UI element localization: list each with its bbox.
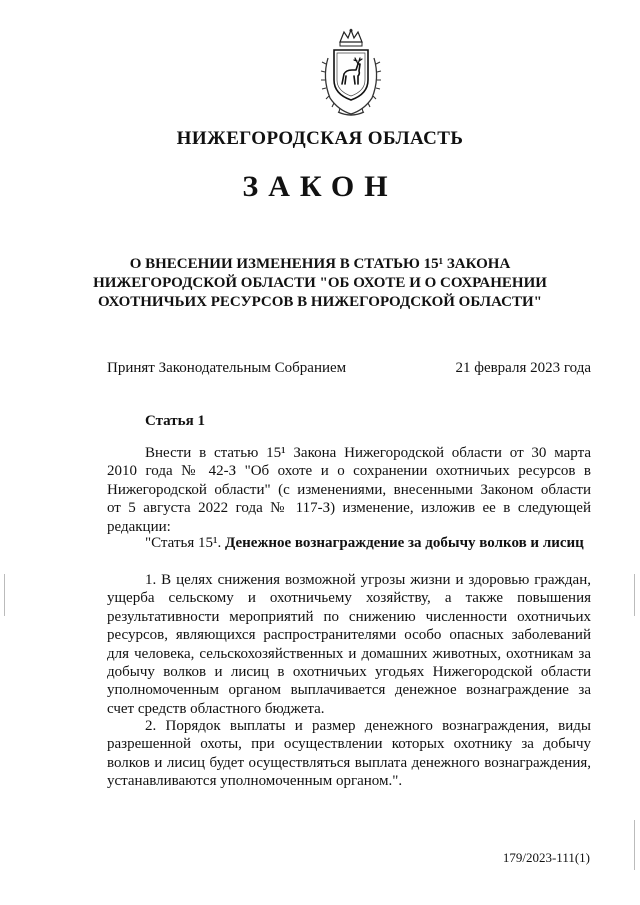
coat-of-arms-icon <box>318 28 384 120</box>
document-type: ЗАКОН <box>242 170 398 203</box>
law-title-line: О ВНЕСЕНИИ ИЗМЕНЕНИЯ В СТАТЬЮ 15¹ ЗАКОНА <box>129 256 511 272</box>
text-line: разрешенной охоты, при осуществлении которых охотнику за добычу <box>107 736 591 753</box>
adoption-date: 21 февраля 2023 года <box>455 360 591 376</box>
article-intro-paragraph <box>107 444 591 536</box>
law-title <box>70 255 570 312</box>
text-line: 1. В целях снижения возможной угрозы жизни и здоровью граждан, <box>145 572 591 588</box>
new-article-prefix: "Статья 15¹. <box>145 535 225 551</box>
document-number: 179/2023-111(1) <box>502 850 590 865</box>
text-line: от 5 августа 2022 года № 117-З) изменение, изложив ее в следующей <box>107 500 591 517</box>
text-line: Внести в статью 15¹ Закона Нижегородской области от 30 марта <box>145 445 591 461</box>
adoption-line <box>107 360 591 377</box>
region-name: НИЖЕГОРОДСКАЯ ОБЛАСТЬ <box>176 128 464 149</box>
adopting-body: Принят Законодательным Собранием <box>107 360 347 376</box>
text-line: волков и лисиц будет осуществляться выплата денежного вознаграждения, <box>107 754 591 771</box>
law-title-line: НИЖЕГОРОДСКОЙ ОБЛАСТИ "ОБ ОХОТЕ И О СОХРАНЕНИИ <box>93 275 547 291</box>
new-article-heading <box>145 535 584 552</box>
scan-edge-mark <box>634 820 635 870</box>
text-line: результативности мероприятий по снижению численности охотничьих <box>107 608 591 625</box>
law-title-line: ОХОТНИЧЬИХ РЕСУРСОВ В НИЖЕГОРОДСКОЙ ОБЛАСТИ" <box>98 294 542 310</box>
point-1-paragraph <box>107 571 591 718</box>
text-line: ущерба сельскому и охотничьему хозяйству, а также повышения <box>107 590 591 607</box>
point-2-paragraph <box>107 717 591 791</box>
text-line: счет средств областного бюджета. <box>107 700 325 717</box>
text-line: 2. Порядок выплаты и размер денежного вознаграждения, виды <box>145 718 591 734</box>
new-article-title: Денежное вознаграждение за добычу волков и лисиц <box>224 535 584 551</box>
text-line: Нижегородской области" (с изменениями, внесенными Законом области <box>107 481 591 498</box>
text-line: устанавливаются уполномоченным органом.". <box>107 773 403 790</box>
text-line: ресурсов, являющихся распространителями особо опасных заболеваний <box>107 627 591 644</box>
text-line: редакции: <box>107 518 171 535</box>
text-line: 2010 года № 42-З "Об охоте и о сохранении охотничьих ресурсов в <box>107 463 591 480</box>
text-line: уполномоченным органом выплачивается денежное вознаграждение за <box>107 682 591 699</box>
scan-edge-mark <box>4 574 5 616</box>
text-line: для человека, сельскохозяйственных и домашних животных, охотникам за <box>107 645 591 662</box>
scan-edge-mark <box>634 574 635 616</box>
article-heading: Статья 1 <box>145 413 205 429</box>
text-line: добычу волков и лисиц в охотничьих угодьях Нижегородской области <box>107 664 591 681</box>
